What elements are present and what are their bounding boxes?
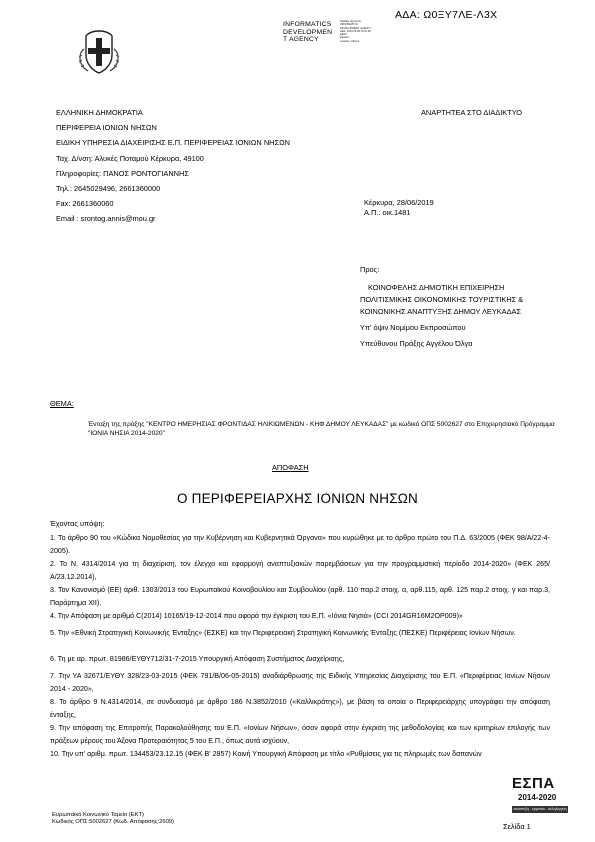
espa-logo-mark: ΕΣΠΑ [512, 775, 555, 792]
subject-label: ΘΕΜΑ: [50, 399, 74, 408]
recipient-label: Προς: [360, 265, 380, 274]
protocol-number: Α.Π.: οικ.1481 [364, 207, 411, 217]
signature-detail-line: EEST [340, 33, 347, 37]
decision-label: ΑΠΟΦΑΣΗ [272, 463, 309, 472]
list-item: 9. Την απόφαση της Επιτροπής Παρακολούθησης του Ε.Π. «Ιονίων Νήσων», όσον αφορά στην έγκριση της μεθοδολογίας και των κριτηρίων επιλογής των πράξεων μέρους του Άξονα Προτεραιότητας 5 του Ε.Π., όπως αυτά ισχύουν, [50, 724, 550, 745]
sender-line: Πληροφορίες: ΠΑΝΟΣ ΡΟΝΤΟΓΙΑΝΝΗΣ [56, 169, 189, 178]
sender-line: ΠΕΡΙΦΕΡΕΙΑ ΙΟΝΙΩΝ ΝΗΣΩΝ [56, 123, 157, 132]
espa-logo [512, 775, 568, 815]
signature-detail-line: Location: Athens [340, 39, 360, 43]
agency-signature-name [283, 21, 332, 44]
footer-line: Ευρωπαϊκό Κοινωνικό Ταμείο (ΕΚΤ) [52, 812, 144, 818]
recipient-line: ΚΟΙΝΩΝΙΚΗΣ ΑΝΑΠΤΥΞΗΣ ΔΗΜΟΥ ΛΕΥΚΑΔΑΣ [360, 307, 522, 316]
agency-title-line: DEVELOPMEN [283, 28, 333, 36]
date-block [364, 198, 434, 217]
list-item: 5. Την «Εθνική Στρατηγική Κοινωνικής Ένταξης» (ΕΣΚΕ) και την Περιφερειακή Στρατηγική Κοινωνικής Ένταξης (ΠΕΣΚΕ) Περιφέρειας Ιονίων Νήσων. [50, 629, 516, 637]
list-item: 6. Τη με αρ. πρωτ. 81986/ΕΥΘΥ712/31-7-2015 Υπουργική Απόφαση Συστήματος Διαχείρισης, [50, 655, 345, 663]
espa-logo-tagline: ανάπτυξη - εργασία - αλληλεγγύη [513, 807, 567, 811]
list-item: 1. Το άρθρο 90 του «Κώδικα Νομοθεσίας για την Κυβέρνηση και Κυβερνητικά Όργανα» που κυρώθηκε με το άρθρο πρώτο του Π.Δ. 63/2005 (ΦΕΚ 98/Α/22-4-2005). [50, 534, 550, 555]
ada-code: ΑΔΑ: Ω0ΞΥ7ΛΕ-Λ3Χ [395, 9, 498, 21]
sender-line: Fax: 2661360060 [56, 199, 114, 208]
recipient-line: ΚΟΙΝΟΦΕΛΗΣ ΔΗΜΟΤΙΚΗ ΕΠΙΧΕΙΡΗΣΗ [368, 283, 505, 292]
footer-info [52, 812, 174, 827]
signature-detail-line: DEVELOPMENT AGENCY [340, 26, 372, 30]
recipient-line: Υπεύθυνου Πράξης Αγγέλου Όλγα [360, 339, 473, 348]
footer-line: Κωδικός ΟΠΣ:5002627 (Κωδ. Απόφασης:2609) [52, 819, 174, 826]
sender-line: Τηλ.: 2645029496, 2661360000 [56, 184, 161, 193]
page-number: Σελίδα 1 [503, 822, 531, 831]
signature-detail-line: Reason: [340, 36, 350, 40]
signature-detail-line: INFORMATICS [340, 23, 358, 27]
subject-text: Ένταξη της πράξης "ΚΕΝΤΡΟ ΗΜΕΡΗΣΙΑΣ ΦΡΟΝΤΙΔΑΣ ΗΛΙΚΙΩΜΕΝΩΝ - ΚΗΦ ΔΗΜΟΥ ΛΕΥΚΑΔΑΣ" με κωδικό ΟΠΣ 5002627 στο Επιχειρησιακό Πρόγραμμα "ΙΟΝΙΑ ΝΗΣΙΑ 2014-2020" [88, 421, 555, 437]
signature-detail-line: Date: 2019.06.28 15:51:38 [340, 29, 371, 33]
agency-title-line: T AGENCY [283, 36, 319, 44]
espa-logo-years: 2014-2020 [518, 793, 557, 802]
sender-email[interactable]: Email : srontog.annis@mou.gr [56, 214, 156, 223]
list-item: 3. Τον Κανονισμό (ΕΕ) αριθ. 1303/2013 του Ευρωπαϊκού Κοινοβουλίου και Συμβουλίου (αρθ. 110 παρ.2 στοιχ. α, αρθ.115, αρθ. 125 παρ.2 στοιχ. γ και παρ.3, Παράρτημα XII). [50, 586, 550, 607]
page-title: Ο ΠΕΡΙΦΕΡΕΙΑΡΧΗΣ ΙΟΝΙΩΝ ΝΗΣΩΝ [177, 491, 418, 506]
publish-online-note: ΑΝΑΡΤΗΤΕΑ ΣΤΟ ΔΙΑΔΙΚΤΥΟ [421, 108, 522, 117]
list-item: 4. Την Απόφαση με αριθμό C(2014) 10165/19-12-2014 που αφορά την έγκριση του Ε.Π. «Ιόνια Νησιά» (CCI 2014GR16M2OP009)» [50, 612, 463, 620]
sender-line: Ταχ. Δ/νση: Αλυκές Ποταμού Κέρκυρα, 49100 [56, 154, 204, 163]
recipient-line: Υπ' όψιν Νομίμου Εκπροσώπου [360, 323, 466, 332]
digital-signature-details [340, 20, 388, 43]
signature-detail-line: Digitally signed by [340, 20, 361, 23]
greek-coat-of-arms-icon [74, 27, 124, 77]
agency-title-line: INFORMATICS [283, 21, 332, 28]
recipient-line: ΠΟΛΙΤΙΣΜΙΚΗΣ ΟΙΚΟΝΟΜΙΚΗΣ ΤΟΥΡΙΣΤΙΚΗΣ & [360, 295, 524, 304]
document-date: Κέρκυρα, 28/06/2019 [364, 198, 434, 207]
list-item: 10. Την υπ' αριθμ. πρωτ. 134453/23.12.15 (ΦΕΚ Β' 2857) Κοινή Υπουργική Απόφαση με τίτλο «Ρυθμίσεις για τις πληρωμές των δαπανών [50, 750, 482, 758]
sender-line: ΕΛΛΗΝΙΚΗ ΔΗΜΟΚΡΑΤΙΑ [56, 108, 143, 117]
list-item: 2. Το Ν. 4314/2014 για τη διαχείριση, τον έλεγχο και εφαρμογή αναπτυξιακών παρεμβάσεων για την προγραμματική περίοδο 2014-2020» (ΦΕΚ 265/Α/23.12.2014), [50, 560, 550, 581]
sender-line: ΕΙΔΙΚΗ ΥΠΗΡΕΣΙΑ ΔΙΑΧΕΙΡΙΣΗΣ Ε.Π. ΠΕΡΙΦΕΡΕΙΑΣ ΙΟΝΙΩΝ ΝΗΣΩΝ [56, 138, 290, 147]
list-item: 8. Το άρθρο 9 Ν.4314/2014, σε συνδυασμό με άρθρο 186 Ν.3852/2010 («Καλλικράτης»), με βάση τα οποία ο Περιφερειάρχης υπογράφει την απόφαση ένταξης, [50, 698, 550, 719]
considering-intro: Έχοντας υπόψη: [50, 519, 105, 528]
list-item: 7. Την ΥΑ 32671/ΕΥΘΥ 328/23-03-2015 (ΦΕΚ 791/Β/06-05-2015) αναδιάρθρωσης της Ειδικής Υπηρεσίας Διαχείρισης του Ε.Π. «Περιφέρειας Ιονίων Νήσων 2014 - 2020», [50, 672, 550, 693]
